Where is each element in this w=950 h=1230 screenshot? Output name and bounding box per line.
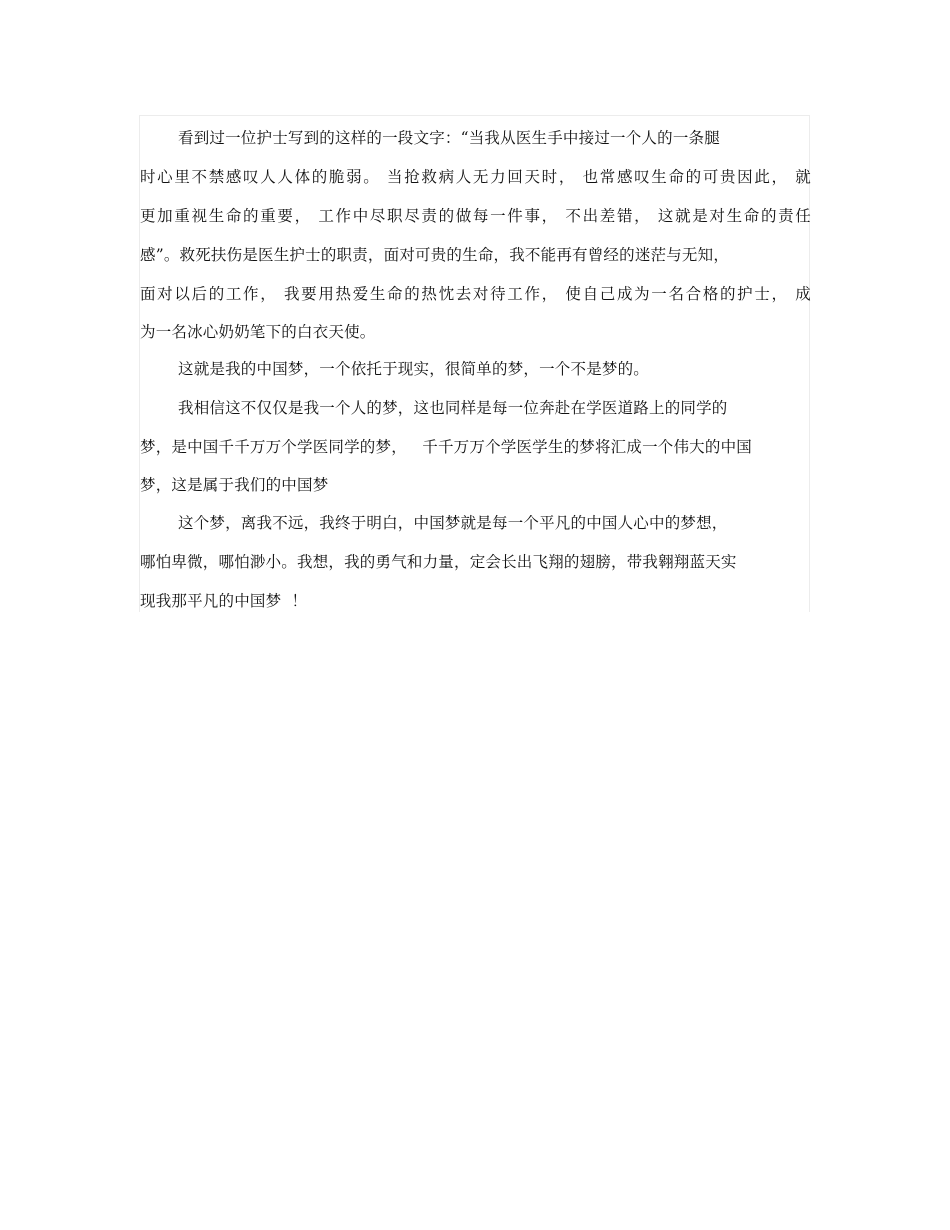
paragraph-4-line-3: 现我那平凡的中国梦 ！ <box>140 592 308 610</box>
paragraph-3-line-2: 梦，是中国千千万万个学医同学的梦， 千千万万个学医学生的梦将汇成一个伟大的中国 <box>140 438 752 456</box>
paragraph-1-line-6: 为一名冰心奶奶笔下的白衣天使。 <box>140 323 376 341</box>
paragraph-1-line-4: 感”。救死扶伤是医生护士的职责，面对可贵的生命，我不能再有曾经的迷茫与无知， <box>140 246 730 264</box>
essay-text-block <box>139 115 810 612</box>
paragraph-1-line-2: 时心里不禁感叹人人体的脆弱。 当抢救病人无力回天时， 也常感叹生命的可贵因此， 就 <box>140 168 811 186</box>
paragraph-3-line-3: 梦，这是属于我们的中国梦 <box>140 476 329 494</box>
paragraph-4-line-2: 哪怕卑微，哪怕渺小。我想，我的勇气和力量，定会长出飞翔的翅膀，带我翱翔蓝天实 <box>140 553 737 571</box>
paragraph-1-line-5: 面对以后的工作， 我要用热爱生命的热忱去对待工作， 使自己成为一名合格的护士， 成 <box>140 285 811 303</box>
paragraph-1-line-1: 看到过一位护士写到的这样的一段文字：“当我从医生手中接过一个人的一条腿 <box>178 129 720 147</box>
paragraph-4-line-1: 这个梦，离我不远，我终于明白，中国梦就是每一个平凡的中国人心中的梦想， <box>178 514 728 532</box>
paragraph-2-line-1: 这就是我的中国梦，一个依托于现实，很简单的梦，一个不是梦的。 <box>178 360 650 378</box>
paragraph-3-line-1: 我相信这不仅仅是我一个人的梦，这也同样是每一位奔赴在学医道路上的同学的 <box>178 399 728 417</box>
paragraph-1-line-3: 更加重视生命的重要， 工作中尽职尽责的做每一件事， 不出差错， 这就是对生命的责任 <box>140 207 811 225</box>
